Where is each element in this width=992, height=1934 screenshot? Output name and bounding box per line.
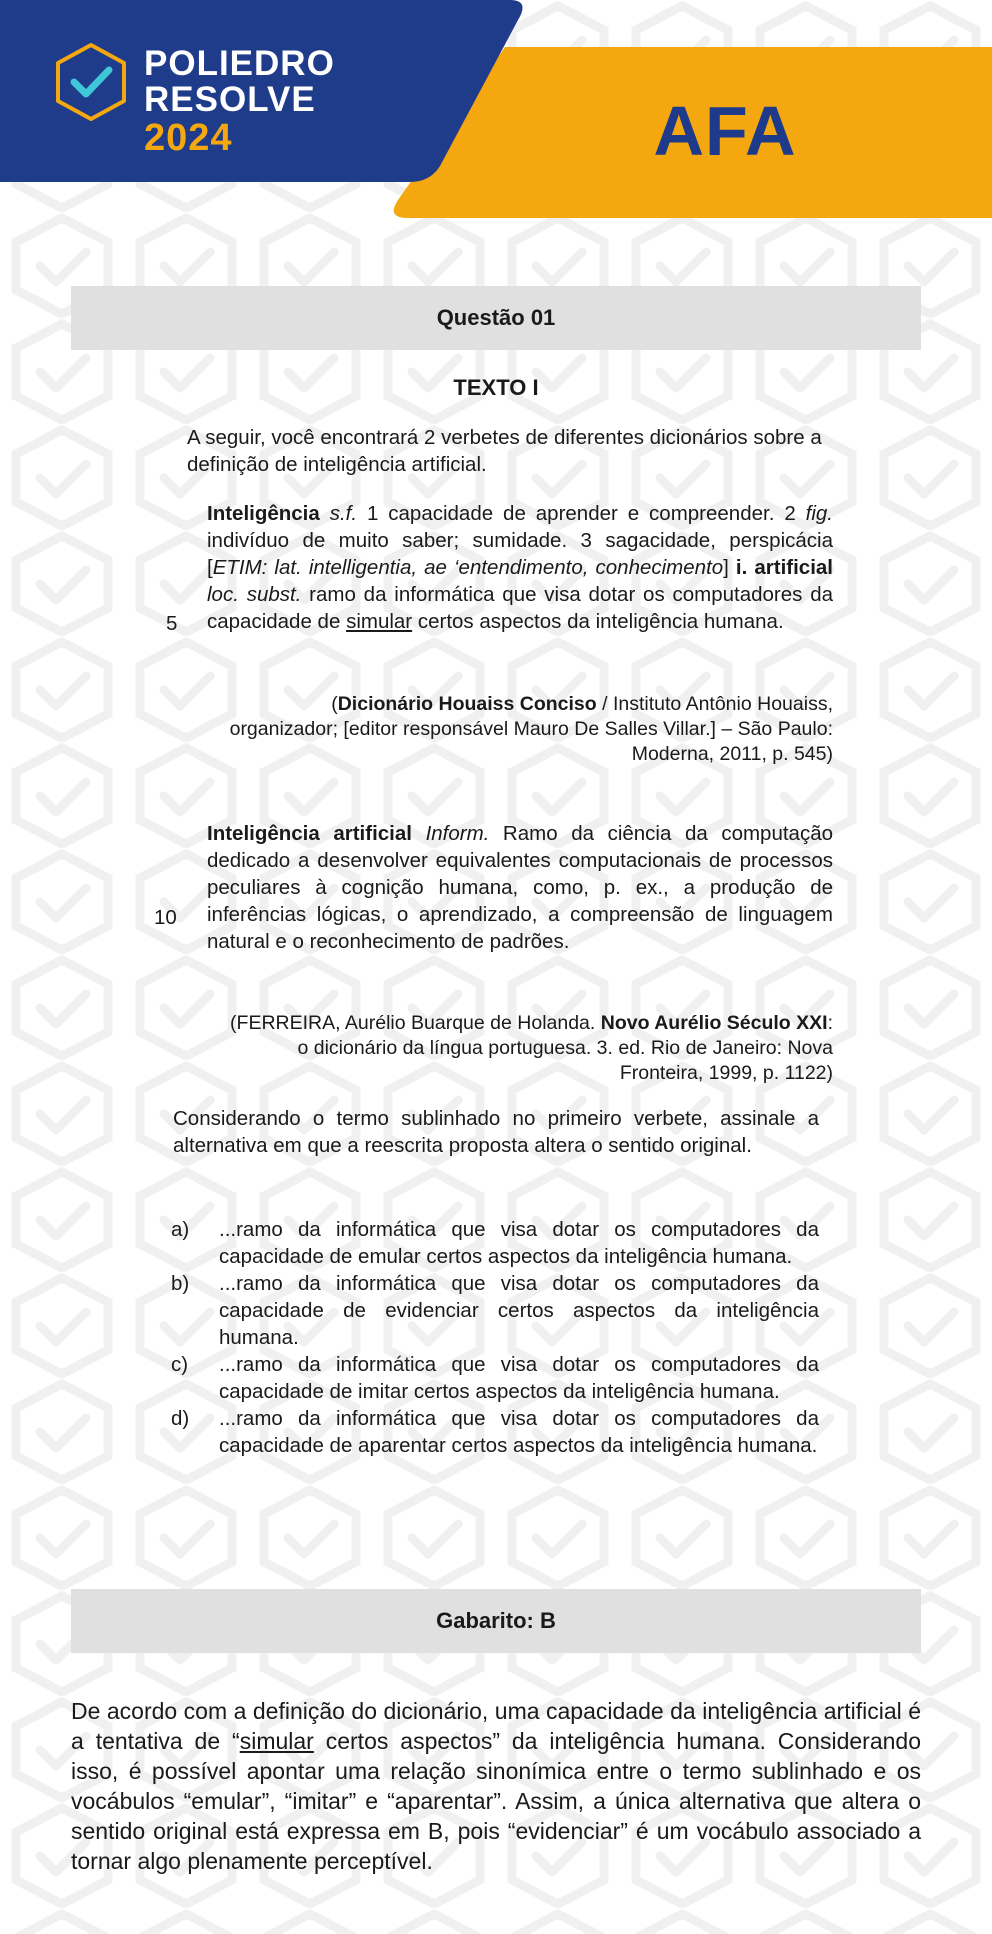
exam-name: AFA [653, 92, 797, 170]
option-text: ...ramo da informática que visa dotar os computadores da capacidade de emular certos aspectos da inteligência humana. [219, 1218, 819, 1268]
dictionary-entry-aurelio [207, 820, 833, 955]
entry1-text: 1 capacidade de aprender e compreender. 2 [357, 502, 806, 525]
option-c [171, 1351, 819, 1405]
brand-name [144, 44, 335, 159]
cite1-rest: / Instituto Antônio Houaiss, organizador; [editor responsável Mauro De Salles Villar.] – São Paulo: Moderna, 2011, p. 545) [229, 693, 833, 765]
entry1-text: certos aspectos da inteligência humana. [412, 610, 784, 633]
entry1-etymology: ETIM: lat. intelligentia, ae ‘entendimento, conhecimento [212, 556, 724, 579]
entry1-text: ramo da informática que visa dotar os computadores da capacidade de [207, 583, 833, 633]
answer-bar: Gabarito: B [71, 1589, 921, 1653]
cite2-start: (FERREIRA, Aurélio Buarque de Holanda. [230, 1012, 601, 1034]
brand-line2: RESOLVE [144, 80, 316, 119]
option-d [171, 1405, 819, 1459]
explanation-underlined: simular [239, 1728, 314, 1754]
underlined-term: simular [346, 610, 413, 633]
option-a [171, 1216, 819, 1270]
option-text: ...ramo da informática que visa dotar os computadores da capacidade de evidenciar certos aspectos da inteligência humana. [219, 1272, 819, 1349]
check-shield-icon [54, 42, 128, 122]
answer-options [171, 1216, 819, 1459]
option-letter: b) [171, 1272, 190, 1295]
cite1-open: ( [331, 693, 338, 715]
citation-houaiss [220, 692, 833, 767]
entry2-abbr: Inform. [425, 822, 490, 845]
explanation-text: certos aspectos” da inteligência humana. Considerando isso, é possível apontar uma relação sinonímica entre o termo sublinhado e os vocábulos “emular”, “imitar” e “aparentar”. Assim, a única alternativa que altera o sentido original está expressa em B, pois “evidenciar” é um vocábulo associado a tornar algo plenamente perceptível. [71, 1728, 921, 1874]
entry1-text: indivíduo de muito saber; sumidade. 3 sagacidade, perspicácia [ [207, 529, 833, 579]
intro-text: A seguir, você encontrará 2 verbetes de diferentes dicionários sobre a definição de inteligência artificial. [187, 426, 822, 476]
cite2-rest: : o dicionário da língua portuguesa. 3. ed. Rio de Janeiro: Nova Fronteira, 1999, p. 1122) [297, 1012, 833, 1084]
line-number: 10 [154, 906, 177, 929]
dictionary-entry-houaiss [207, 500, 833, 635]
text-title: TEXTO I [453, 375, 539, 400]
option-letter: a) [171, 1218, 190, 1241]
entry1-subentry: i. artificial [735, 556, 833, 579]
cite1-title: Dicionário Houaiss Conciso [337, 693, 597, 715]
question-bar: Questão 01 [71, 286, 921, 350]
answer-explanation [71, 1696, 921, 1876]
question-statement: Considerando o termo sublinhado no primeiro verbete, assinale a alternativa em que a reescrita proposta altera o sentido original. [173, 1107, 819, 1157]
explanation-text: De acordo com a definição do dicionário, uma capacidade da inteligência artificial é a tentativa de “ [71, 1698, 921, 1754]
entry1-fig: fig. [805, 502, 833, 525]
option-letter: c) [171, 1353, 189, 1376]
entry2-headword: Inteligência artificial [207, 822, 412, 845]
entry1-pos: s.f. [329, 502, 358, 525]
option-b [171, 1270, 819, 1351]
brand-line1: POLIEDRO [144, 44, 335, 83]
brand-year: 2024 [144, 117, 233, 159]
cite2-title: Novo Aurélio Século XXI [600, 1012, 828, 1034]
entry2-text: Ramo da ciência da computação dedicado a desenvolver equivalentes computacionais de processos peculiares à cognição humana, como, p. ex., a produção de inferências lógicas, o aprendizado, a compreensão de linguagem natural e o reconhecimento de padrões. [207, 822, 834, 953]
entry1-loc: loc. subst. [207, 583, 302, 606]
entry1-headword: Inteligência [207, 502, 320, 525]
citation-aurelio [220, 1011, 833, 1086]
entry1-text: ] [723, 556, 736, 579]
line-number: 5 [166, 612, 178, 635]
option-text: ...ramo da informática que visa dotar os computadores da capacidade de aparentar certos aspectos da inteligência humana. [219, 1407, 819, 1457]
option-letter: d) [171, 1407, 190, 1430]
option-text: ...ramo da informática que visa dotar os computadores da capacidade de imitar certos aspectos da inteligência humana. [219, 1353, 819, 1403]
